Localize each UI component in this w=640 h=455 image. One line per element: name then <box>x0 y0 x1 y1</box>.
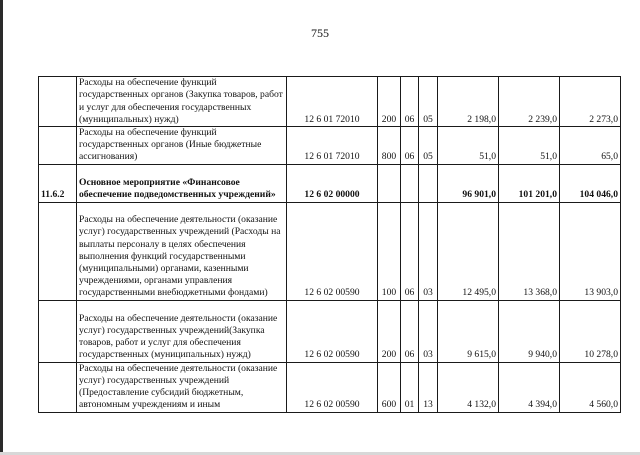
amount-year-3: 2 273,0 <box>560 77 621 127</box>
amount-year-2: 4 394,0 <box>499 362 560 412</box>
amount-year-3: 13 903,0 <box>560 202 621 300</box>
target-article-code: 12 6 02 00590 <box>287 362 378 412</box>
row-number <box>39 202 77 300</box>
amount-year-2: 101 201,0 <box>499 164 560 202</box>
target-article-code: 12 6 01 72010 <box>287 77 378 127</box>
table-row <box>39 77 621 127</box>
subsection-code <box>419 164 438 202</box>
expense-type-code: 800 <box>378 127 401 165</box>
expense-name: Расходы на обеспечение деятельности (оказание услуг) государственных учреждений(Закупка товаров, работ и услуг для обеспечения государственных (муниципальных) нужд) <box>77 300 287 362</box>
amount-year-1: 96 901,0 <box>438 164 499 202</box>
table-row <box>39 202 621 300</box>
expense-name: Основное мероприятие «Финансовое обеспечение подведомственных учреждений» <box>77 164 287 202</box>
scan-left-edge <box>0 0 3 455</box>
expense-name: Расходы на обеспечение деятельности (оказание услуг) государственных учреждений (Расходы на выплаты персоналу в целях обеспечения выполнения функций государственными (муниципальными) органами, казенными учреждениями, органами управления государственными внебюджетными фондами) <box>77 202 287 300</box>
table-row <box>39 164 621 202</box>
section-code: 06 <box>401 202 419 300</box>
amount-year-2: 2 239,0 <box>499 77 560 127</box>
expense-name: Расходы на обеспечение функций государственных органов (Иные бюджетные ассигнования) <box>77 127 287 165</box>
expense-type-code: 200 <box>378 300 401 362</box>
amount-year-1: 9 615,0 <box>438 300 499 362</box>
expense-name: Расходы на обеспечение функций государственных органов (Закупка товаров, работ и услуг для обеспечения государственных (муниципальных) нужд) <box>77 77 287 127</box>
amount-year-3: 4 560,0 <box>560 362 621 412</box>
row-number <box>39 362 77 412</box>
target-article-code: 12 6 01 72010 <box>287 127 378 165</box>
amount-year-1: 12 495,0 <box>438 202 499 300</box>
row-number <box>39 300 77 362</box>
amount-year-3: 65,0 <box>560 127 621 165</box>
expense-type-code: 600 <box>378 362 401 412</box>
expense-type-code <box>378 164 401 202</box>
page-number: 755 <box>311 26 329 40</box>
section-code: 06 <box>401 127 419 165</box>
expense-type-code: 200 <box>378 77 401 127</box>
row-number <box>39 127 77 165</box>
subsection-code: 05 <box>419 127 438 165</box>
amount-year-3: 10 278,0 <box>560 300 621 362</box>
section-code: 06 <box>401 77 419 127</box>
amount-year-2: 51,0 <box>499 127 560 165</box>
target-article-code: 12 6 02 00000 <box>287 164 378 202</box>
subsection-code: 13 <box>419 362 438 412</box>
row-number <box>39 77 77 127</box>
table-row <box>39 362 621 412</box>
expense-type-code: 100 <box>378 202 401 300</box>
amount-year-2: 9 940,0 <box>499 300 560 362</box>
section-code <box>401 164 419 202</box>
table-row <box>39 127 621 165</box>
section-code: 01 <box>401 362 419 412</box>
table-row <box>39 300 621 362</box>
row-number: 11.6.2 <box>39 164 77 202</box>
amount-year-1: 4 132,0 <box>438 362 499 412</box>
amount-year-1: 2 198,0 <box>438 77 499 127</box>
amount-year-3: 104 046,0 <box>560 164 621 202</box>
target-article-code: 12 6 02 00590 <box>287 300 378 362</box>
budget-table <box>38 76 621 413</box>
subsection-code: 03 <box>419 202 438 300</box>
amount-year-2: 13 368,0 <box>499 202 560 300</box>
expense-name: Расходы на обеспечение деятельности (оказание услуг) государственных учреждений (Предоставление субсидий бюджетным, автономным учреждениям и иным <box>77 362 287 412</box>
section-code: 06 <box>401 300 419 362</box>
amount-year-1: 51,0 <box>438 127 499 165</box>
subsection-code: 03 <box>419 300 438 362</box>
subsection-code: 05 <box>419 77 438 127</box>
target-article-code: 12 6 02 00590 <box>287 202 378 300</box>
